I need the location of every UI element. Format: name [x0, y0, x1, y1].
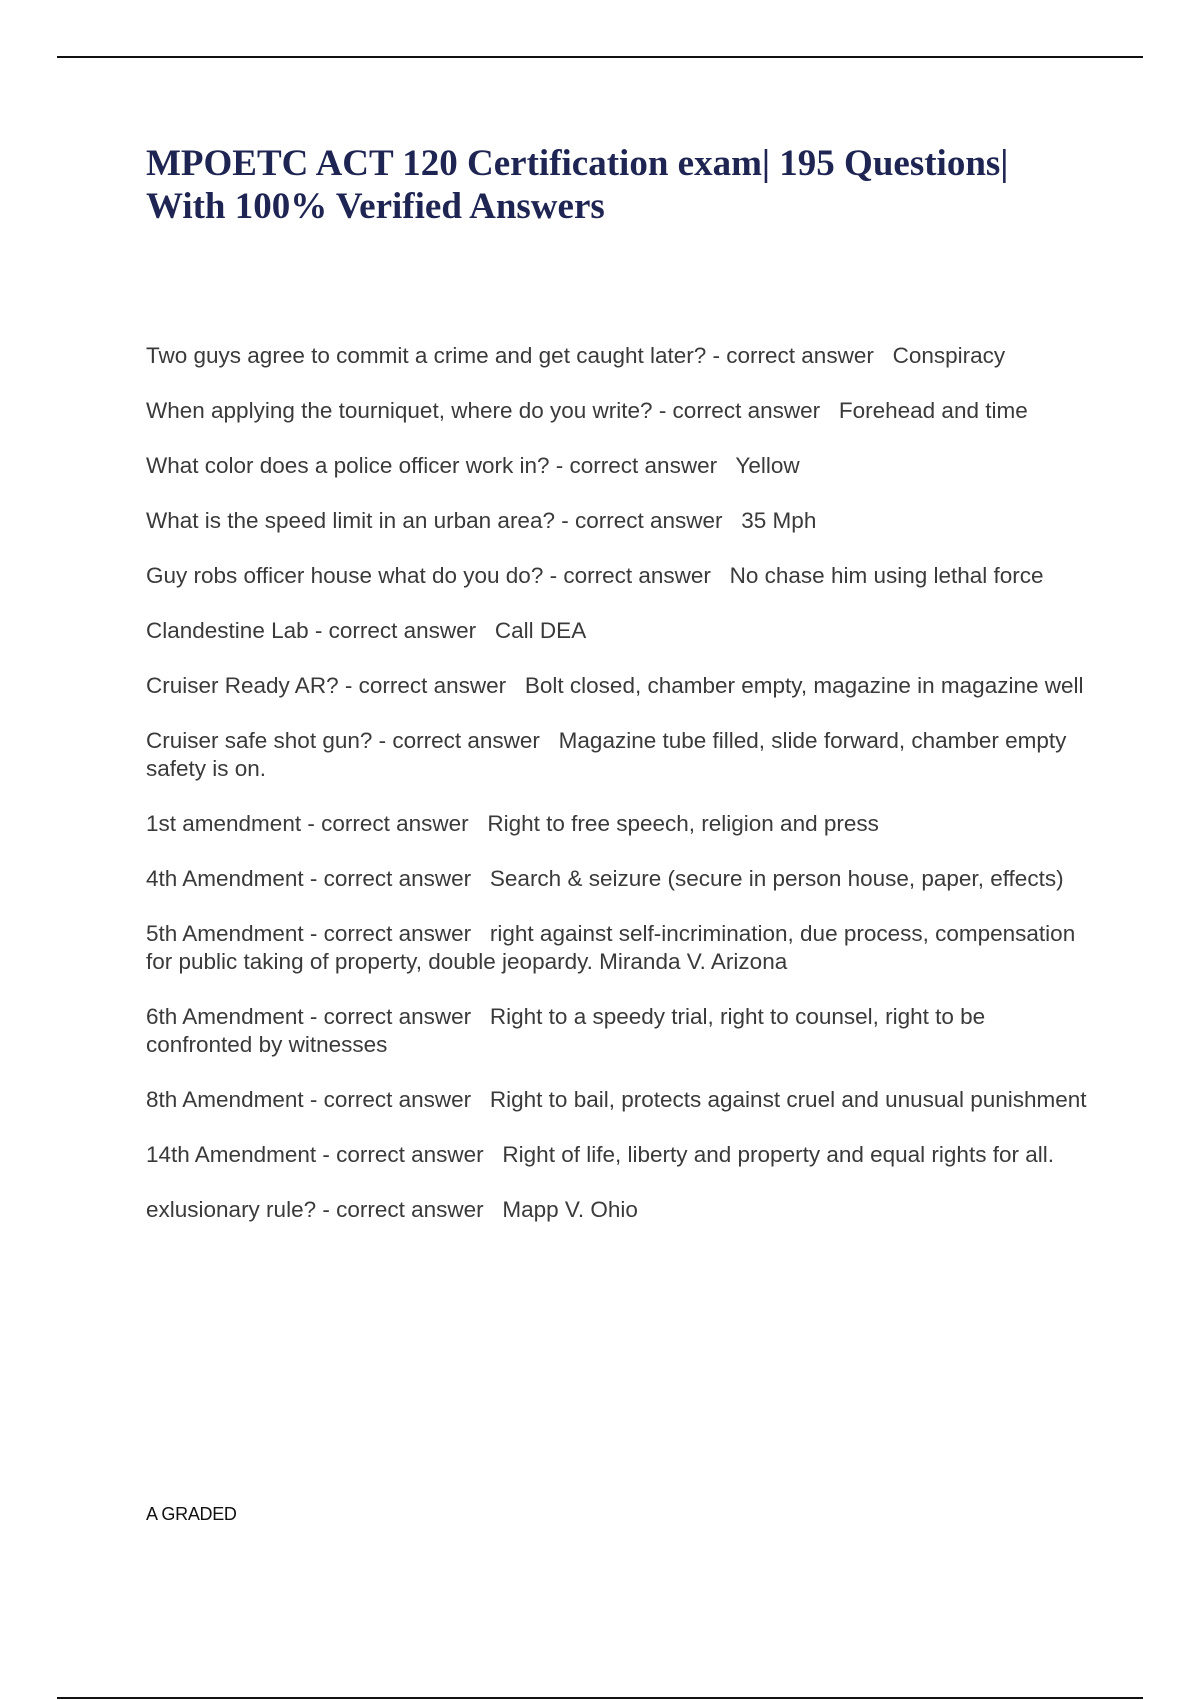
answer-separator: - correct answer: [303, 921, 490, 946]
question-text: 4th Amendment: [146, 866, 304, 891]
question-text: Guy robs officer house what do you do?: [146, 563, 544, 588]
question-text: Two guys agree to commit a crime and get caught later?: [146, 343, 707, 368]
answer-separator: - correct answer: [303, 866, 490, 891]
qa-item: [146, 727, 1096, 783]
qa-item: [146, 1003, 1096, 1059]
answer-separator: - correct answer: [303, 1004, 490, 1029]
question-text: When applying the tourniquet, where do you write?: [146, 398, 653, 423]
qa-item: [146, 1196, 1096, 1224]
qa-item: [146, 672, 1096, 700]
qa-item: [146, 920, 1096, 976]
answer-separator: - correct answer: [303, 1087, 490, 1112]
question-text: 8th Amendment: [146, 1087, 304, 1112]
grade-label: A GRADED: [146, 1504, 237, 1524]
answer-text: Bolt closed, chamber empty, magazine in magazine well: [524, 673, 1084, 698]
answer-text: Search & seizure (secure in person house, paper, effects): [489, 866, 1064, 891]
answer-text: No chase him using lethal force: [729, 563, 1044, 588]
qa-item: [146, 1141, 1096, 1169]
question-text: What is the speed limit in an urban area?: [146, 508, 555, 533]
answer-separator: - correct answer: [316, 1142, 503, 1167]
answer-separator: - correct answer: [301, 811, 488, 836]
qa-item: [146, 1086, 1096, 1114]
answer-separator: - correct answer: [543, 563, 730, 588]
qa-item: [146, 617, 1096, 645]
answer-text: Call DEA: [494, 618, 587, 643]
answer-text: Right to free speech, religion and press: [487, 811, 879, 836]
qa-item: [146, 342, 1096, 370]
document-title: MPOETC ACT 120 Certification exam| 195 Questions| With 100% Verified Answers: [146, 143, 1009, 227]
qa-item: [146, 397, 1096, 425]
answer-text: Magazine tube filled, slide forward, chamber empty safety is on.: [146, 728, 1067, 781]
top-divider: [57, 56, 1143, 58]
qa-item: [146, 810, 1096, 838]
question-text: What color does a police officer work in?: [146, 453, 550, 478]
qa-item: [146, 507, 1096, 535]
answer-separator: - correct answer: [706, 343, 893, 368]
question-text: 14th Amendment: [146, 1142, 317, 1167]
answer-text: Conspiracy: [892, 343, 1006, 368]
answer-separator: - correct answer: [652, 398, 839, 423]
question-text: 1st amendment: [146, 811, 302, 836]
answer-text: 35 Mph: [741, 508, 817, 533]
answer-text: Yellow: [735, 453, 800, 478]
answer-text: Right of life, liberty and property and equal rights for all.: [502, 1142, 1054, 1167]
answer-text: Right to bail, protects against cruel and unusual punishment: [489, 1087, 1087, 1112]
qa-item: [146, 562, 1096, 590]
qa-item: [146, 865, 1096, 893]
bottom-divider: [57, 1697, 1143, 1699]
answer-separator: - correct answer: [316, 1197, 503, 1222]
question-text: exlusionary rule?: [146, 1197, 317, 1222]
question-text: Cruiser Ready AR?: [146, 673, 339, 698]
answer-separator: - correct answer: [308, 618, 495, 643]
question-text: Cruiser safe shot gun?: [146, 728, 373, 753]
answer-separator: - correct answer: [554, 508, 742, 533]
question-text: 6th Amendment: [146, 1004, 304, 1029]
answer-text: Right to a speedy trial, right to counsel, right to be confronted by witnesses: [146, 1004, 986, 1057]
answer-text: Mapp V. Ohio: [502, 1197, 638, 1222]
answer-text: right against self-incrimination, due process, compensation for public taking of property, double jeopardy. Miranda V. Arizona: [146, 921, 1076, 974]
qa-list: [146, 342, 1096, 1251]
answer-separator: - correct answer: [549, 453, 736, 478]
question-text: Clandestine Lab: [146, 618, 309, 643]
answer-text: Forehead and time: [838, 398, 1028, 423]
question-text: 5th Amendment: [146, 921, 304, 946]
answer-separator: - correct answer: [338, 673, 525, 698]
answer-separator: - correct answer: [372, 728, 559, 753]
qa-item: [146, 452, 1096, 480]
